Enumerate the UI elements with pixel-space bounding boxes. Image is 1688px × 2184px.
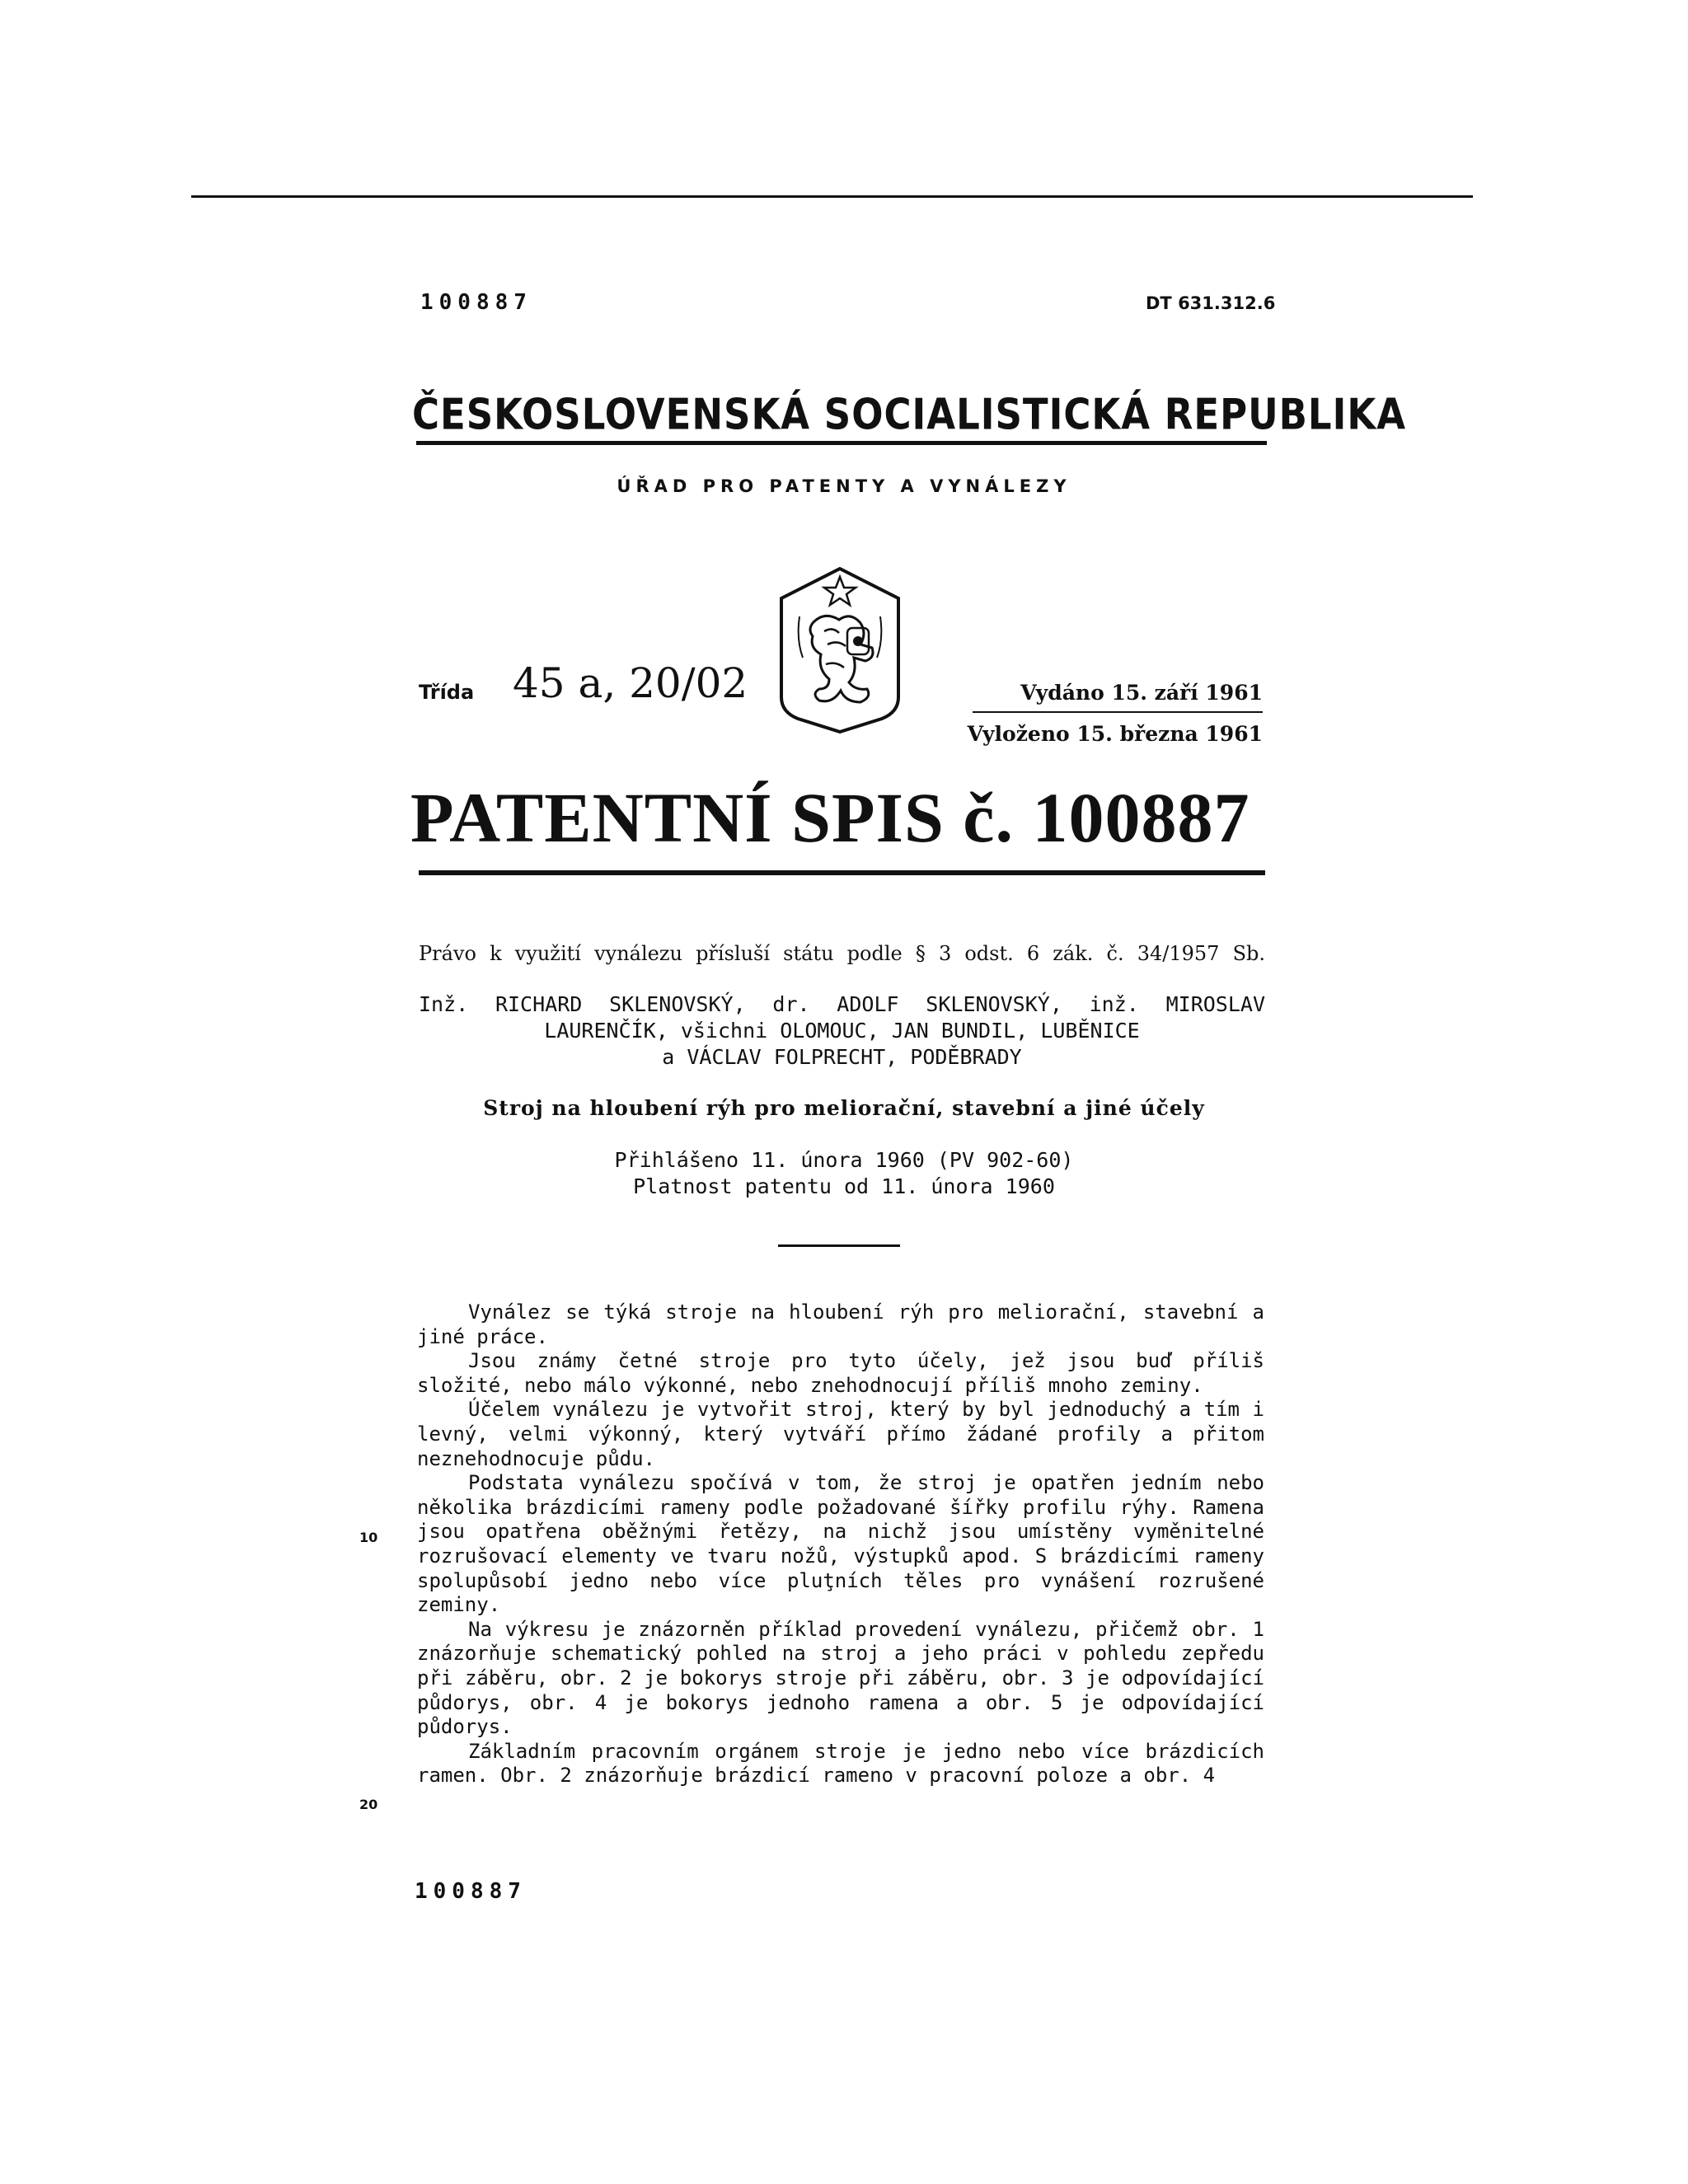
paragraph: Účelem vynálezu je vytvořit stroj, který by byl jednoduchý a tím i levný, velmi výkonný, který vytváří přímo žádané profily a přitom neznehodnocuje půdu. xyxy=(417,1398,1264,1470)
inventors-block xyxy=(419,991,1265,1071)
patent-title-rule xyxy=(419,870,1265,875)
page-number-bottom: 100887 xyxy=(415,1879,527,1904)
patent-validity: Platnost patentu od 11. února 1960 xyxy=(633,1174,1055,1198)
class-label: Třída xyxy=(419,681,475,704)
invention-title: Stroj na hloubení rýh pro meliorační, stavební a jiné účely xyxy=(483,1096,1205,1120)
paragraph: Na výkresu je znázorněn příklad provedení vynálezu, přičemž obr. 1 znázorňuje schematický pohled na stroj a jeho práci v pohledu zepředu při záběru, obr. 2 je bokorys stroje při záběru, obr. 3 je odpovídající půdorys, obr. 4 je bokorys jednoho ramena a obr. 5 je odpovídající půdorys. xyxy=(417,1617,1264,1739)
section-divider xyxy=(778,1244,900,1247)
dt-classification-code: DT 631.312.6 xyxy=(1146,293,1276,313)
description-body xyxy=(417,1301,1264,1788)
paragraph: Základním pracovním orgánem stroje je jedno nebo více brázdicích ramen. Obr. 2 znázorňuje brázdicí rameno v pracovní poloze a obr. 4 xyxy=(417,1739,1264,1788)
state-emblem-icon xyxy=(775,565,905,735)
patent-title: PATENTNÍ SPIS č. 100887 xyxy=(410,778,1250,857)
paragraph: Podstata vynálezu spočívá v tom, že stroj je opatřen jedním nebo několika brázdicími rameny podle požadované šířky profilu rýhy. Ramena jsou opatřena oběžnými řetězy, na nichž jsou umístěny vyměnitelné rozrušovací elementy ve tvaru nožů, výstupků apod. S brázdicími rameny spolupůsobí jedno nebo více pluţních těles pro vynášení rozrušené zeminy. xyxy=(417,1471,1264,1617)
filing-block xyxy=(0,1147,1688,1200)
line-number-10: 10 xyxy=(359,1530,378,1545)
filing-date: Přihlášeno 11. února 1960 (PV 902-60) xyxy=(614,1148,1074,1172)
page-number-top: 100887 xyxy=(420,290,532,315)
paragraph: Jsou známy četné stroje pro tyto účely, jež jsou buď příliš složité, nebo málo výkonné, nebo znehodnocují příliš mnoho zeminy. xyxy=(417,1349,1264,1397)
rights-statement: Právo k využití vynálezu přísluší státu podle § 3 odst. 6 zák. č. 34/1957 Sb. xyxy=(419,942,1265,965)
inventors-line-3: a VÁCLAV FOLPRECHT, PODĚBRADY xyxy=(662,1045,1022,1069)
laid-out-date: Vyloženo 15. března 1961 xyxy=(967,722,1263,746)
class-value: 45 a, 20/02 xyxy=(513,659,748,707)
inventors-line-1: Inž. RICHARD SKLENOVSKÝ, dr. ADOLF SKLENOVSKÝ, inž. MIROSLAV xyxy=(419,992,1265,1016)
state-heading-rule xyxy=(416,441,1267,445)
state-heading: ČESKOSLOVENSKÁ SOCIALISTICKÁ REPUBLIKA xyxy=(412,389,1407,439)
office-heading: ÚŘAD PRO PATENTY A VYNÁLEZY xyxy=(617,476,1071,496)
top-rule xyxy=(191,195,1473,198)
paragraph: Vynález se týká stroje na hloubení rýh pro meliorační, stavební a jiné práce. xyxy=(417,1301,1264,1348)
inventors-line-2: LAURENČÍK, všichni OLOMOUC, JAN BUNDIL, LUBĚNICE xyxy=(544,1019,1140,1043)
issued-date-rule xyxy=(973,711,1263,713)
issued-date: Vydáno 15. září 1961 xyxy=(1020,681,1263,705)
line-number-20: 20 xyxy=(359,1797,378,1812)
